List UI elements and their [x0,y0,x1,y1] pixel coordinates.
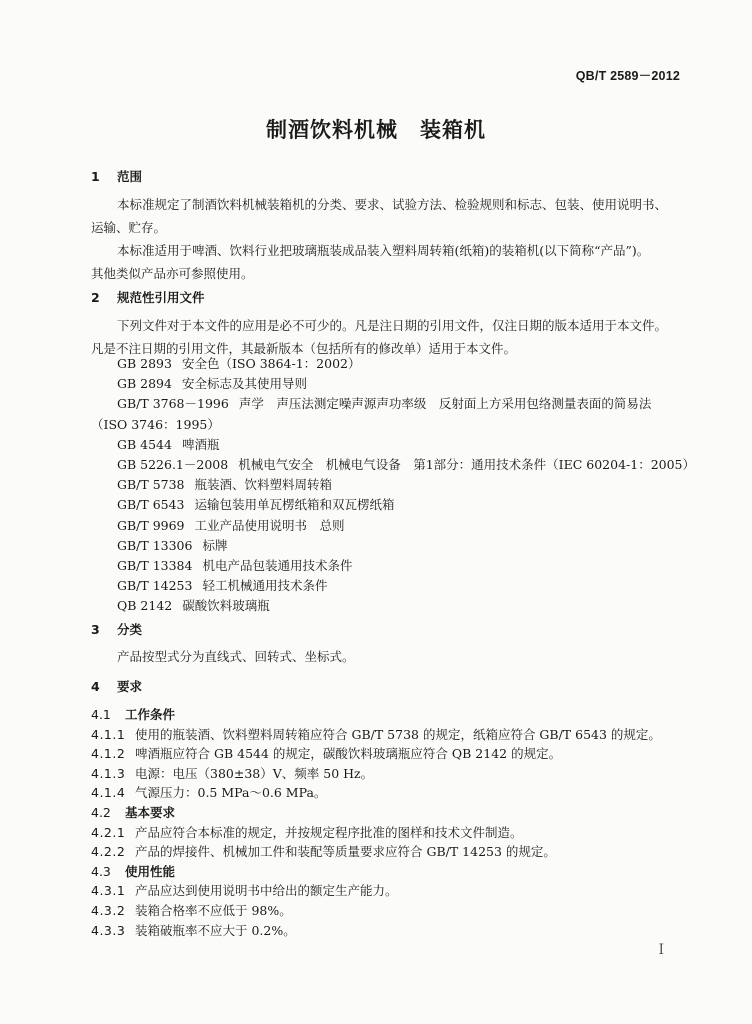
paragraph-line: 产品按型式分为直线式、回转式、坐标式。 [117,649,355,664]
section-1-paragraph-2 [91,239,687,285]
reference-item [117,596,270,614]
clause-text: 工作条件 [125,707,176,722]
reference-code: QB 2142 [117,598,173,614]
clause-text: 产品应符合本标准的规定，并按规定程序批准的图样和技术文件制造。 [135,824,523,840]
clause-text: 使用性能 [125,863,176,879]
clause-number: 4.2.1 [91,824,126,840]
document-title: 制酒饮料机械 装箱机 [266,118,486,142]
reference-title: 轻工机械通用技术条件 [202,578,328,594]
clause-number: 4.3 [91,863,111,879]
section-4-heading [91,677,142,695]
reference-code: GB 2894 [117,376,172,392]
reference-code: GB 2893 [117,356,172,371]
clause-item [91,783,326,801]
reference-item [117,516,345,534]
reference-code: GB 4544 [117,436,172,452]
section-2-heading [91,288,205,306]
clause-number: 4.2 [91,805,111,820]
reference-item [117,556,352,574]
clause-number: 4.1 [91,707,111,722]
page-mark: I [658,942,664,958]
subsection-heading [91,862,175,880]
clause-text: 气源压力：0.5 MPa～0.6 MPa。 [135,785,327,801]
reference-title: 机电产品包装通用技术条件 [202,558,353,573]
clause-item [91,725,661,743]
clause-item [91,901,292,919]
reference-item [117,354,361,372]
reference-title: （ISO 3746：1995） [91,416,220,432]
clause-number: 4.1.3 [91,765,126,781]
subsection-heading [91,803,175,821]
paragraph-line: 运输、贮存。 [91,220,167,235]
reference-title: 安全色（ISO 3864-1：2002） [181,356,361,371]
clause-text: 产品的焊接件、机械加工件和装配等质量要求应符合 GB/T 14253 的规定。 [135,844,556,860]
reference-title: 工业产品使用说明书 总则 [194,517,345,533]
reference-item [117,495,395,513]
reference-item [117,576,327,594]
reference-code: GB/T 5738 [117,477,185,493]
clause-number: 4.1.1 [91,726,126,742]
section-title: 分类 [117,622,143,637]
paragraph-line: 下列文件对于本文件的应用是必不可少的。凡是注日期的引用文件，仅注日期的版本适用于本文件。 [117,318,668,333]
clause-text: 基本要求 [125,805,176,820]
clause-item [91,921,296,939]
clause-item [91,744,561,762]
reference-item [117,536,227,554]
paragraph-line: 本标准适用于啤酒、饮料行业把玻璃瓶装成品装入塑料周转箱(纸箱)的装箱机(以下简称“产品”)。 [117,243,650,258]
paragraph-line: 凡是不注日期的引用文件，其最新版本（包括所有的修改单）适用于本文件。 [91,341,517,356]
clause-number: 4.1.2 [91,746,126,762]
standard-code: QB/T 2589－2012 [575,69,680,83]
reference-title: 声学 声压法测定噪声源声功率级 反射面上方采用包络测量表面的简易法 [238,396,652,412]
reference-item [117,374,307,392]
reference-item [117,475,332,493]
paragraph-line: 其他类似产品亦可参照使用。 [91,266,254,281]
reference-code: GB/T 6543 [117,497,185,513]
section-title: 范围 [117,169,143,184]
section-number: 2 [91,290,100,305]
reference-item [117,435,219,453]
reference-item [117,394,651,412]
reference-code: GB/T 14253 [117,578,193,594]
section-number: 3 [91,622,100,637]
section-number: 1 [91,169,100,184]
reference-title: 运输包装用单瓦楞纸箱和双瓦楞纸箱 [194,497,395,513]
reference-code: GB/T 3768－1996 [117,396,229,412]
clause-text: 电源：电压（380±38）V、频率 50 Hz。 [135,765,374,781]
clause-text: 产品应达到使用说明书中给出的额定生产能力。 [135,883,398,899]
reference-code: GB/T 9969 [117,517,185,533]
clause-item [91,881,398,899]
section-1-paragraph-1 [91,193,687,239]
clause-text: 装箱合格率不应低于 98%。 [135,903,292,918]
reference-code: GB/T 13306 [117,537,193,553]
reference-code: GB/T 13384 [117,558,193,573]
section-title: 规范性引用文件 [117,290,205,305]
section-3-paragraph [91,645,687,668]
clause-item [91,764,373,782]
subsection-heading [91,705,175,723]
reference-item [91,415,220,433]
reference-code: GB 5226.1－2008 [117,457,229,472]
paragraph-line: 本标准规定了制酒饮料机械装箱机的分类、要求、试验方法、检验规则和标志、包装、使用说明书、 [117,197,668,212]
clause-text: 装箱破瓶率不应大于 0.2%。 [135,922,296,938]
clause-text: 使用的瓶装酒、饮料塑料周转箱应符合 GB/T 5738 的规定，纸箱应符合 GB/T 6543 的规定。 [135,726,661,742]
clause-number: 4.3.2 [91,903,126,918]
clause-number: 4.3.1 [91,883,126,899]
reference-title: 啤酒瓶 [181,436,220,452]
reference-title: 碳酸饮料玻璃瓶 [182,598,270,614]
clause-number: 4.1.4 [91,785,126,801]
clause-item [91,842,556,860]
clause-text: 啤酒瓶应符合 GB 4544 的规定，碳酸饮料玻璃瓶应符合 QB 2142 的规定。 [135,746,562,762]
section-1-heading [91,167,142,185]
section-3-heading [91,620,142,638]
clause-number: 4.2.2 [91,844,126,860]
reference-title: 瓶装酒、饮料塑料周转箱 [194,477,333,493]
reference-title: 安全标志及其使用导则 [181,376,307,392]
reference-title: 机械电气安全 机械电气设备 第1部分：通用技术条件（IEC 60204-1：2005） [238,457,696,472]
reference-item [117,455,695,473]
clause-item [91,823,523,841]
section-title: 要求 [117,679,143,694]
section-number: 4 [91,679,100,694]
clause-number: 4.3.3 [91,922,126,938]
reference-title: 标牌 [202,537,228,553]
